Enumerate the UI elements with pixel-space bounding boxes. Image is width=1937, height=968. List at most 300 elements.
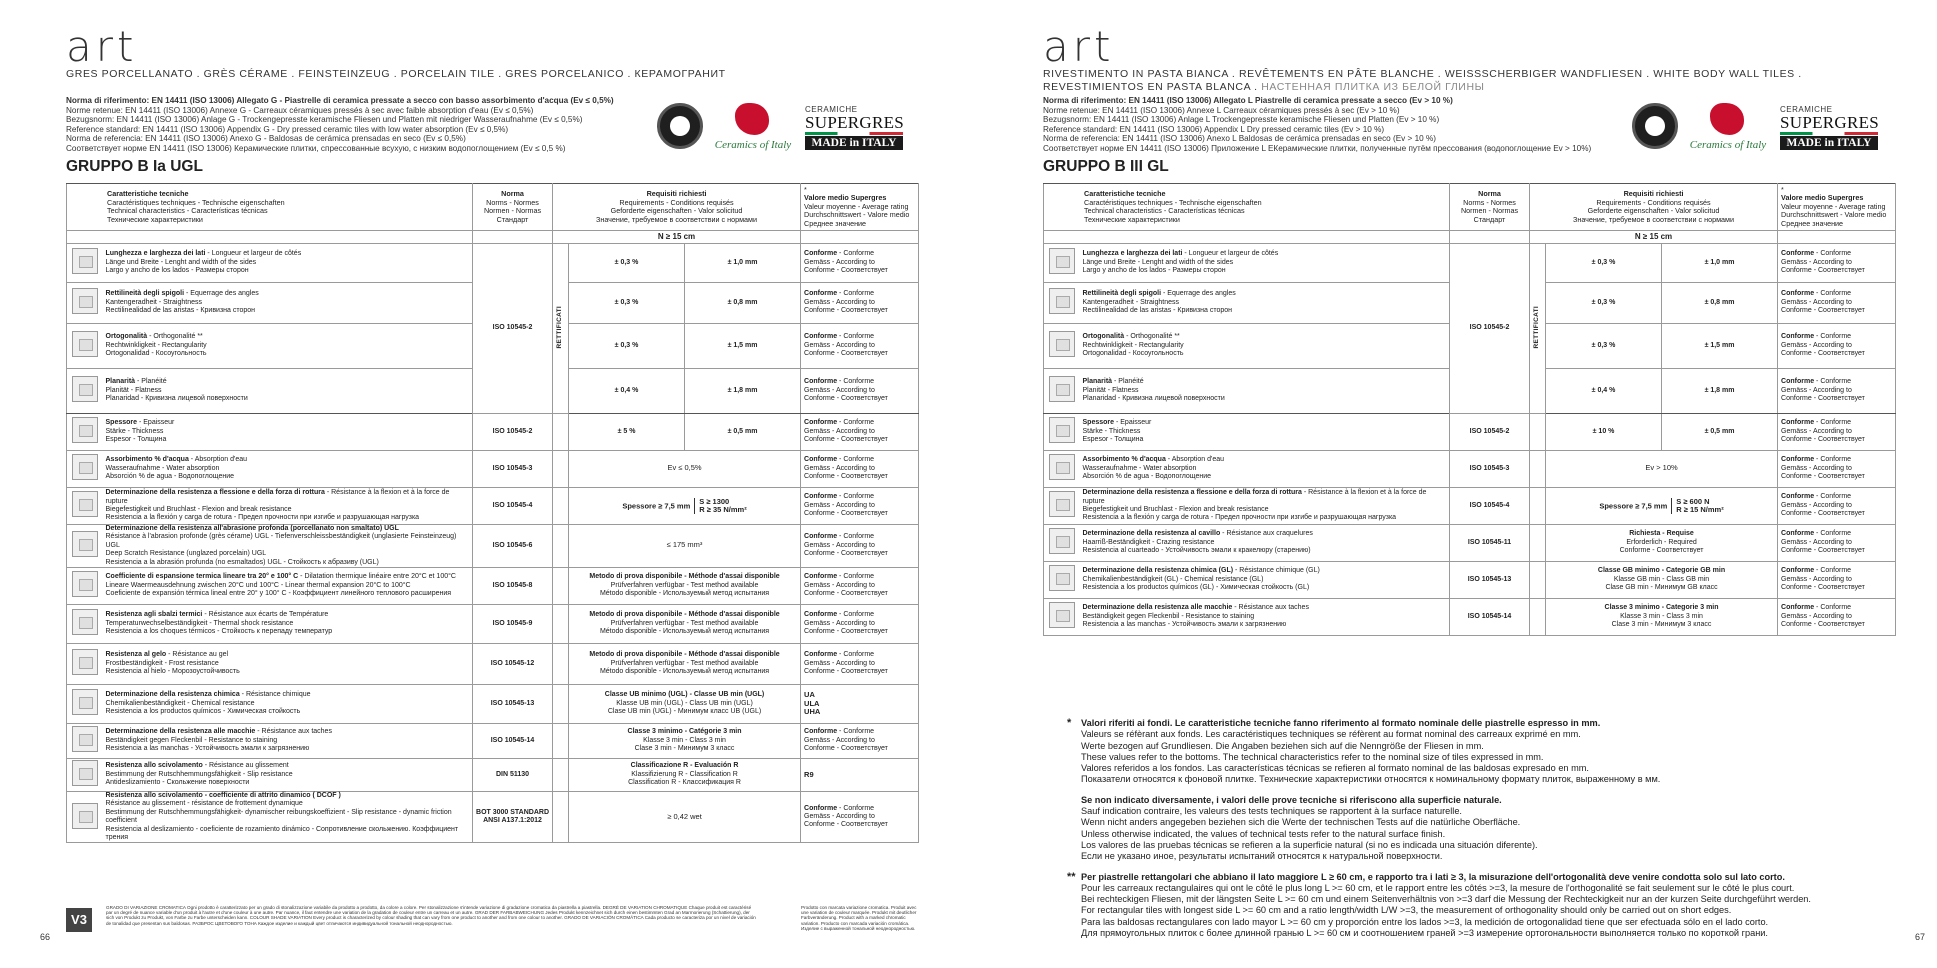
icon-cell: [67, 568, 103, 605]
icon-cell: [1044, 283, 1080, 324]
characteristic-translation: - Résistance aux taches: [255, 728, 332, 736]
cell-line: Requirements - Conditions requisés: [1596, 197, 1711, 207]
test-pictogram-icon: [72, 454, 98, 480]
characteristic-line: [1083, 333, 1447, 341]
characteristic-line: Resistencia a las manchas - Устойчивость эмали к загрязнению: [1082, 621, 1287, 629]
cell-line: Geforderte eigenschaften - Valor solicitud: [610, 206, 743, 215]
tolerance-mm: ± 1,5 mm: [1662, 324, 1778, 369]
characteristic-line: Wasseraufnahme - Water absorption: [1082, 464, 1197, 472]
average-value-cell: [801, 568, 919, 605]
norm-line: Norme retenue: EN 14411 (ISO 13006) Annexe L Carreaux céramiques pressés à sec (Ev > 10 %): [1043, 105, 1400, 115]
characteristic-line: [106, 611, 470, 619]
conforme-bold: Conforme: [1781, 290, 1815, 298]
conforme-line: [804, 250, 915, 258]
characteristic-line: [1083, 456, 1447, 464]
note-block: [1067, 795, 1897, 863]
characteristic-title: Determinazione della resistenza all'abrasione profonda (porcellanato non smaltato) UGL: [105, 525, 399, 532]
spacer-cell: [553, 451, 569, 488]
characteristic-line: Planaridad - Кривизна лицевой поверхности: [1082, 395, 1225, 403]
subtitle-main: GRES PORCELLANATO . GRÈS CÉRAME . FEINSTEINZEUG . PORCELAIN TILE . GRES PORCELANICO .: [66, 68, 635, 80]
characteristic-translation: - Résistance chimique: [239, 691, 311, 699]
characteristic-line: Kantengeradheit - Straightness: [105, 298, 203, 306]
requirement-cell: [1546, 488, 1778, 525]
cell-line: Среднее значение: [1781, 218, 1844, 228]
conforme-line: Conforme - Соответствует: [1781, 510, 1865, 518]
conforme-line: Gemäss - According to: [1781, 575, 1852, 583]
conforme-line: [1781, 604, 1892, 612]
ceramics-of-italy-logo: [1688, 103, 1768, 157]
conforme-bold: Conforme: [804, 573, 838, 581]
characteristic-cell: [103, 759, 473, 792]
conforme-line: [804, 456, 915, 464]
icon-cell: [1044, 562, 1080, 599]
cell-line: Durchschnittswert - Valore medio: [1781, 210, 1887, 220]
characteristic-title: Coefficiente di espansione termica lineare tra 20° e 100° C: [105, 573, 299, 581]
norm-cell: ISO 10545-12: [473, 644, 553, 685]
table-row: [67, 605, 919, 644]
characteristic-cell: [103, 414, 473, 451]
footnote-side-text: Prodotto con marcata variazione cromatica. Produit avec une variation de couleur marquée. Produkt mit deutlicher Farbveränderung. Product with a marked chromatic variation. Producto con marcada variación cromática. Изделие с выраженной тональной неоднородностью.: [801, 905, 917, 931]
tolerance-percent: ± 0,3 %: [569, 244, 685, 283]
characteristic-translation: - Résistance au glissement: [202, 762, 289, 770]
norm-line: Reference standard: EN 14411 (ISO 13006) Appendix G - Dry pressed ceramic tiles with low water absorption (Ev ≤ 0,5%): [66, 124, 509, 134]
characteristic-cell: [1080, 324, 1450, 369]
supergres-ceramiche: CERAMICHE: [1780, 105, 1833, 114]
table-row: [67, 488, 919, 525]
characteristic-line: Planität - Flatness: [1082, 386, 1139, 394]
conforme-line: Gemäss - According to: [804, 298, 875, 306]
conforme-line: Conforme - Соответствует: [1781, 473, 1865, 481]
cell-line: Geforderte eigenschaften - Valor solicitud: [1587, 206, 1720, 215]
characteristic-translation: - Dilatation thermique linéaire entre 20°C et 100°C: [298, 573, 456, 581]
characteristic-line: [106, 651, 470, 659]
average-value-cell: [801, 525, 919, 568]
header-norm: [1450, 184, 1530, 231]
characteristic-title: Rettilineità degli spigoli: [1082, 290, 1162, 298]
cell-line: Технические характеристики: [107, 214, 203, 224]
green-building-seal-icon: [657, 103, 703, 149]
characteristic-translation: - Equerrage des angles: [1161, 290, 1236, 298]
characteristic-cell: [1080, 599, 1450, 636]
characteristic-line: Absorción % de agua - Водопоглощение: [1082, 473, 1212, 481]
average-value-cell: [801, 685, 919, 724]
characteristic-line: [106, 728, 470, 736]
reference-norms: [1043, 96, 1591, 154]
cell-line: Klasse UB min (UGL) - Class UB min (UGL): [616, 699, 753, 707]
spacer-cell: [553, 792, 569, 843]
cell-line: Richiesta - Requise: [1629, 530, 1694, 538]
characteristic-title: Determinazione della resistenza a flessione e della forza di rottura: [1082, 489, 1302, 497]
note-line: Para las baldosas rectangulares con lado mayor L >= 60 cm y proporción entre los lados >=3, la medición de ortogonalidad tiene que ser efectuada sólo en el lado corto.: [1081, 916, 1769, 927]
characteristic-title: Resistenza allo scivolamento - coefficiente di attrito dinamico ( DCOF ): [105, 792, 341, 800]
conforme-line: [804, 651, 915, 659]
cell-line: Значение, требуемое в соответствии с нормами: [1573, 214, 1735, 224]
conforme-rest: - Conforme: [837, 533, 875, 541]
characteristic-cell: [103, 283, 473, 324]
conforme-line: Conforme - Соответствует: [804, 307, 888, 315]
table-row: [67, 568, 919, 605]
requirement-cell: [1546, 451, 1778, 488]
cell-line: Norma: [1478, 189, 1501, 198]
test-pictogram-icon: [72, 689, 98, 715]
average-value-cell: [1778, 451, 1896, 488]
ceramics-of-italy-text: Ceramics of Italy: [714, 139, 792, 151]
tolerance-percent: ± 10 %: [1546, 414, 1662, 451]
note-line: These values refer to the bottoms. The technical characteristics refer to the nominal size of tiles expressed in mm.: [1081, 751, 1544, 762]
characteristic-line: Stärke - Thickness: [105, 427, 164, 435]
characteristic-line: Antideslizamiento - Скольжение поверхности: [105, 779, 250, 787]
icon-cell: [67, 414, 103, 451]
conforme-line: [1781, 530, 1892, 538]
norm-line: Reference standard: EN 14411 (ISO 13006) Appendix L Dry pressed ceramic tiles (Ev > 10 %): [1043, 124, 1385, 134]
cell-line: Valore medio Supergres: [804, 193, 887, 203]
conforme-rest: - Conforme: [837, 573, 875, 581]
spacer-cell: [553, 525, 569, 568]
characteristic-translation: - Orthogonalité **: [1124, 333, 1180, 341]
conforme-rest: - Conforme: [837, 651, 875, 659]
cell-line: Стандарт: [496, 214, 529, 224]
characteristic-cell: [103, 685, 473, 724]
conforme-line: Gemäss - According to: [804, 619, 875, 627]
rectified-label: RETTIFICATI: [556, 305, 564, 349]
conforme-line: Conforme - Соответствует: [804, 668, 888, 676]
norm-cell: DIN 51130: [473, 759, 553, 792]
rectified-label: RETTIFICATI: [1533, 305, 1541, 349]
characteristic-title: Resistenza agli sbalzi termici: [105, 611, 203, 619]
flex-modulus: R ≥ 15 N/mm²: [1676, 505, 1724, 514]
conforme-line: Gemäss - According to: [1781, 612, 1852, 620]
conforme-bold: Conforme: [1781, 378, 1815, 386]
conforme-line: Conforme - Соответствует: [804, 395, 888, 403]
note-lead: Se non indicato diversamente, i valori delle prove tecniche si riferiscono alla superficie naturale.: [1081, 794, 1502, 805]
flex-values: [694, 498, 746, 515]
conforme-line: [1781, 333, 1892, 341]
norm-cell: BOT 3000 STANDARD ANSI A137.1:2012: [473, 792, 553, 843]
conforme-line: Gemäss - According to: [1781, 427, 1852, 435]
characteristic-title: Resistenza allo scivolamento: [105, 762, 203, 770]
spacer-cell: [1530, 562, 1546, 599]
characteristic-line: [106, 250, 470, 258]
test-pictogram-icon: [72, 376, 98, 402]
characteristic-line: Resistencia a los productos químicos - Химическая стойкость: [105, 708, 301, 716]
characteristic-line: Largo y ancho de los lados - Размеры сторон: [105, 267, 249, 275]
table-row: [67, 451, 919, 488]
characteristic-line: [106, 489, 470, 506]
conforme-bold: Conforme: [804, 533, 838, 541]
conforme-rest: - Conforme: [837, 611, 875, 619]
characteristic-title: Ortogonalità: [105, 333, 148, 341]
cell-line: Classe GB minimo - Categorie GB min: [1597, 567, 1726, 575]
test-pictogram-icon: [72, 331, 98, 357]
characteristic-title: Assorbimento % d'acqua: [105, 456, 189, 464]
supergres-ceramiche: CERAMICHE: [805, 105, 858, 114]
test-pictogram-icon: [1049, 491, 1075, 517]
conforme-line: Conforme - Соответствует: [804, 510, 888, 518]
characteristic-line: Largo y ancho de los lados - Размеры сторон: [1082, 267, 1226, 275]
test-pictogram-icon: [1049, 288, 1075, 314]
characteristic-line: [106, 525, 470, 533]
note-line: Los valores de las pruebas técnicas se refieren a la superficie natural (si no es indicada una situación diferente).: [1081, 839, 1538, 850]
table-row: [1044, 488, 1896, 525]
test-pictogram-icon: [1049, 602, 1075, 628]
tolerance-percent: ± 0,3 %: [569, 283, 685, 324]
header-average-value: [801, 184, 919, 231]
conforme-rest: - Conforme: [837, 419, 875, 427]
characteristic-line: [106, 378, 470, 386]
cell-line: Durchschnittswert - Valore medio: [804, 210, 910, 220]
characteristic-cell: [103, 488, 473, 525]
spacer-cell: [1530, 525, 1546, 562]
characteristic-line: [106, 419, 470, 427]
norm-cell: ISO 10545-8: [473, 568, 553, 605]
characteristic-line: Resistencia a los choques térmicos - Стойкость к перепаду температур: [105, 628, 333, 636]
cell-line: Технические характеристики: [1084, 214, 1180, 224]
conforme-rest: - Conforme: [837, 250, 875, 258]
characteristic-title: Determinazione della resistenza a flessione e della forza di rottura: [105, 489, 325, 497]
requirement-cell: [569, 525, 801, 568]
test-pictogram-icon: [1049, 528, 1075, 554]
note-block: [1067, 718, 1897, 786]
table-header-row: [67, 184, 919, 231]
conforme-line: [1781, 493, 1892, 501]
header-characteristics: [67, 184, 473, 231]
subtitle-ru: НАСТЕННАЯ ПЛИТКА ИЗ БЕЛОЙ ГЛИНЫ: [1261, 81, 1485, 93]
cell-line: Método disponible - Используемый метод испытания: [599, 628, 770, 636]
value-line: ULA: [804, 698, 820, 708]
characteristic-title: Spessore: [105, 419, 138, 427]
icon-cell: [67, 283, 103, 324]
conforme-rest: - Conforme: [1814, 530, 1852, 538]
requirement-cell: [569, 488, 801, 525]
characteristic-translation: - Longueur et largeur de côtés: [1182, 250, 1279, 258]
norm-cell: ISO 10545-4: [473, 488, 553, 525]
table-row: [67, 792, 919, 843]
tolerance-mm: ± 0,5 mm: [1662, 414, 1778, 451]
average-value-cell: [801, 724, 919, 759]
test-pictogram-icon: [72, 803, 98, 829]
icon-cell: [1044, 324, 1080, 369]
average-value-cell: [801, 792, 919, 843]
characteristic-line: [106, 333, 470, 341]
average-value-cell: [1778, 599, 1896, 636]
characteristic-translation: - Epaisseur: [1114, 419, 1152, 427]
cell-line: Klassifizierung R - Classification R: [631, 770, 738, 778]
spacer-cell: [553, 685, 569, 724]
cell-line: Metodo di prova disponibile - Méthode d'assai disponible: [589, 611, 780, 619]
characteristic-translation: - Equerrage des angles: [184, 290, 259, 298]
norm-line: Norma di riferimento: EN 14411 (ISO 13006) Allegato L Piastrelle di ceramica pressate a secco (Ev > 10 %): [1043, 96, 1453, 105]
conforme-rest: - Conforme: [1814, 493, 1852, 501]
characteristic-line: Chemikalienbeständigkeit (GL) - Chemical resistance (GL): [1082, 575, 1264, 583]
ceramics-of-italy-mark-icon: [1710, 103, 1744, 135]
characteristic-title: Rettilineità degli spigoli: [105, 290, 185, 298]
characteristic-cell: [103, 324, 473, 369]
characteristic-line: Resistencia a los productos químicos (GL) - Химическая стойкость (GL): [1082, 584, 1310, 592]
spacer-cell: [553, 644, 569, 685]
conforme-rest: - Conforme: [837, 804, 875, 812]
page-number: 66: [40, 932, 51, 942]
characteristic-line: Résistance à l'abrasion profonde (grès cérame) UGL - Tiefenverschleissbeständigkeit (unglasierte Feinsteinzeug) UGL: [105, 533, 457, 549]
conforme-line: Gemäss - According to: [804, 386, 875, 394]
v3-badge: V3: [66, 908, 92, 932]
test-pictogram-icon: [1049, 565, 1075, 591]
characteristic-cell: [1080, 451, 1450, 488]
test-pictogram-icon: [72, 531, 98, 557]
requirement-value: Ev > 10%: [1645, 463, 1678, 473]
characteristic-line: Bestimmung der Rutschhemmungsfähigkeit - Slip resistance: [105, 770, 293, 778]
requirement-value: ≥ 0,42 wet: [667, 811, 702, 821]
brand-title: art: [66, 22, 138, 71]
characteristic-cell: [103, 369, 473, 414]
average-value-cell: [801, 244, 919, 283]
characteristic-title: Determinazione della resistenza chimica: [105, 691, 240, 699]
characteristic-line: [1083, 567, 1447, 575]
conforme-rest: - Conforme: [837, 728, 875, 736]
supergres-logo: [805, 105, 903, 155]
characteristic-line: Beständigkeit gegen Fleckenbil - Resistance to staining: [105, 736, 278, 744]
requirement-cell: [569, 759, 801, 792]
table-row: [67, 414, 919, 451]
norm-cell: ISO 10545-13: [473, 685, 553, 724]
test-pictogram-icon: [72, 760, 98, 786]
cell-line: Prüfverfahren verfügbar - Test method available: [610, 581, 759, 589]
average-value-cell: [1778, 488, 1896, 525]
characteristic-line: Wasseraufnahme - Water absorption: [105, 464, 220, 472]
table-row: [1044, 451, 1896, 488]
note-line: Bei rechteckigen Fliesen, mit der längsten Seite L >= 60 cm und einem Seitenverhältnis von >=3 darf die Messung der Rechteckigkeit nur an der kurzen Seite durchgeführt werden.: [1081, 894, 1811, 905]
characteristic-cell: [103, 451, 473, 488]
average-value-cell: [1778, 562, 1896, 599]
brand-title: art: [1043, 22, 1115, 71]
norm-cell: ISO 10545-4: [1450, 488, 1530, 525]
characteristic-line: Länge und Breite - Lenght and width of the sides: [105, 258, 257, 266]
italian-flag-icon: [1780, 132, 1878, 135]
spacer-cell: [553, 568, 569, 605]
left-page: [0, 0, 968, 968]
cell-line: Conforme - Соответствует: [1619, 547, 1704, 555]
icon-cell: [67, 324, 103, 369]
characteristic-line: Deep Scratch Resistance (unglazed porcelain) UGL: [105, 550, 267, 558]
page-number: 67: [1915, 932, 1926, 942]
cell-line: Среднее значение: [804, 218, 867, 228]
subtitle-line1: RIVESTIMENTO IN PASTA BIANCA . REVÊTEMENTS EN PÂTE BLANCHE . WEISSSCHERBIGER WANDFLIESEN . WHITE BODY WALL TILES .: [1043, 68, 1802, 80]
norm-cell: ISO 10545-14: [1450, 599, 1530, 636]
conforme-line: [1781, 567, 1892, 575]
note-line: Wenn nicht anders angegeben beziehen sich die Werte der technischen Tests auf die natürliche Oberfläche.: [1081, 817, 1521, 828]
average-value-cell: [801, 451, 919, 488]
requirement-cell: [569, 792, 801, 843]
size-condition-row: [1044, 231, 1896, 244]
conforme-line: Conforme - Соответствует: [804, 745, 888, 753]
color-variation-footnote: [66, 905, 921, 953]
table-row: [1044, 599, 1896, 636]
characteristic-translation: - Résistance au gel: [166, 651, 229, 659]
cell-line: Klasse 3 min - Class 3 min: [1620, 612, 1703, 620]
conforme-line: Gemäss - According to: [804, 659, 875, 667]
characteristic-line: Rechtwinkligkeit - Rectangularity: [105, 341, 207, 349]
icon-cell: [67, 244, 103, 283]
characteristic-line: Ortogonalidad - Косоугольность: [105, 350, 207, 358]
note-line: Если не указано иное, результаты испытаний относятся к натуральной поверхности.: [1081, 851, 1443, 862]
icon-cell: [67, 605, 103, 644]
ceramics-of-italy-text: Ceramics of Italy: [1689, 139, 1767, 151]
conforme-line: [804, 378, 915, 386]
supergres-wordmark: SUPERGRES: [1780, 113, 1880, 132]
characteristic-cell: [1080, 369, 1450, 414]
note-line: Valores referidos a los fondos. Las características técnicas se refieren al formato nominal de las baldosas expresado en mm.: [1081, 763, 1589, 774]
conforme-bold: Conforme: [1781, 530, 1815, 538]
characteristic-title: Lunghezza e larghezza dei lati: [105, 250, 206, 258]
requirement-cell: [569, 568, 801, 605]
spacer-cell: [553, 605, 569, 644]
norm-line: Norma de referencia: EN 14411 (ISO 13006) Anexo G - Baldosas de cerámica prensadas en seco (Ev ≤ 0,5%): [66, 134, 466, 144]
characteristic-line: Ortogonalidad - Косоугольность: [1082, 350, 1184, 358]
cell-line: Classe 3 minimo - Catégorie 3 min: [627, 728, 742, 736]
cell-line: Technical characteristics - Características técnicas: [1084, 206, 1245, 215]
norm-line: Norma di riferimento: EN 14411 (ISO 13006) Allegato G - Piastrelle di ceramica pressate a secco con basso assorbimento d'acqua (Ev ≤ 0,5%): [66, 96, 614, 105]
technical-notes: [1067, 718, 1897, 948]
norm-line: Norme retenue: EN 14411 (ISO 13006) Annexe G - Carreaux céramiques pressés à sec avec faible absorption d'eau (Ev ≤ 0,5%): [66, 105, 534, 115]
cell-line: Caratteristiche tecniche: [107, 189, 189, 198]
tolerance-mm: ± 0,8 mm: [685, 283, 801, 324]
test-pictogram-icon: [72, 609, 98, 635]
conforme-bold: Conforme: [804, 651, 838, 659]
conforme-rest: - Conforme: [837, 456, 875, 464]
characteristic-line: Lineare Waermeausdehnung zwischen 20°C und 100°C - Linear thermal expansion 20°C to 100°C: [105, 581, 411, 589]
norm-cell: ISO 10545-2: [1450, 244, 1530, 414]
characteristic-translation: - Résistance à la flexion et à la force de rupture: [1082, 489, 1427, 505]
average-value-cell: [1778, 369, 1896, 414]
conforme-bold: Conforme: [804, 804, 838, 812]
conforme-line: [1781, 250, 1892, 258]
average-value-cell: [1778, 525, 1896, 562]
conforme-rest: - Conforme: [837, 333, 875, 341]
test-pictogram-icon: [1049, 376, 1075, 402]
tolerance-mm: ± 1,8 mm: [1662, 369, 1778, 414]
characteristic-line: Länge und Breite - Lenght and width of the sides: [1082, 258, 1234, 266]
test-pictogram-icon: [72, 248, 98, 274]
cell-line: Clase 3 min - Минимум 3 класс: [634, 745, 735, 753]
value-line: R9: [804, 769, 814, 779]
icon-cell: [1044, 369, 1080, 414]
test-pictogram-icon: [72, 571, 98, 597]
cell-line: Requisiti richiesti: [646, 189, 707, 198]
cell-line: Valeur moyenne - Average rating: [804, 201, 909, 211]
made-in-italy-label: MADE in ITALY: [1780, 136, 1878, 150]
characteristic-line: Resistencia al deslizamiento - coeficiente de rozamiento dinámico - Сопротивление скольжению. Коэффициент трения: [105, 825, 459, 842]
characteristic-line: [106, 762, 470, 770]
conforme-line: Conforme - Соответствует: [1781, 395, 1865, 403]
flex-breaking-strength: S ≥ 1300: [699, 496, 730, 506]
cell-line: Prüfverfahren verfügbar - Test method available: [610, 619, 759, 627]
conforme-line: Gemäss - According to: [1781, 538, 1852, 546]
conforme-line: Gemäss - According to: [804, 581, 875, 589]
empty-cell: [473, 231, 553, 244]
norm-line: Norma de referencia: EN 14411 (ISO 13006) Anexo L Baldosas de cerámica prensadas en seco (Ev > 10 %): [1043, 134, 1436, 144]
conforme-line: [804, 573, 915, 581]
conforme-line: [804, 333, 915, 341]
table-row: [67, 525, 919, 568]
spacer-cell: [1530, 599, 1546, 636]
tolerance-mm: ± 1,8 mm: [685, 369, 801, 414]
flex-modulus: R ≥ 35 N/mm²: [699, 505, 747, 514]
icon-cell: [67, 724, 103, 759]
table-row: [1044, 244, 1896, 283]
average-value-cell: [801, 644, 919, 685]
spec-table-left: [66, 183, 919, 843]
conforme-bold: Conforme: [804, 419, 838, 427]
tolerance-percent: ± 0,4 %: [1546, 369, 1662, 414]
